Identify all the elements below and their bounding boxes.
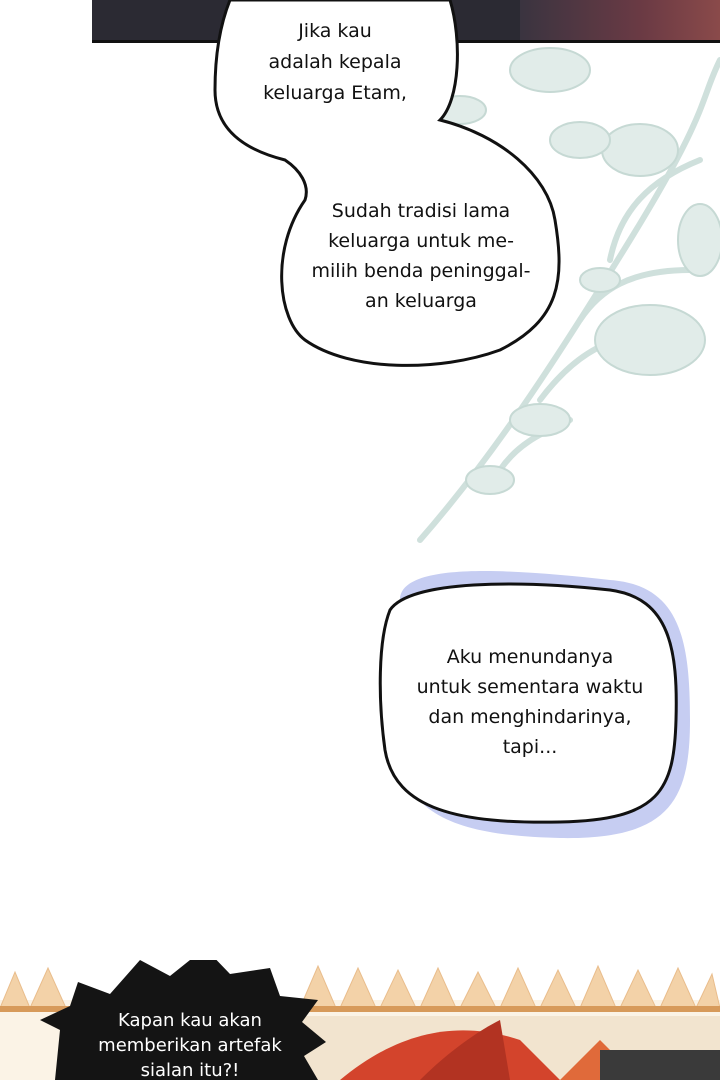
shout-bubble-text: Kapan kau akan memberikan artefak sialan itu?! — [98, 1010, 282, 1081]
speech-bubble-2-text: Sudah tradisi lama keluarga untuk me- milih benda peninggal- an keluarga — [311, 200, 531, 312]
speech-bubble-1-text: Jika kau adalah kepala keluarga Etam, — [263, 20, 407, 104]
speech-bubble-3-text: Aku menundanya untuk sementara waktu dan menghindarinya, tapi... — [416, 646, 644, 758]
